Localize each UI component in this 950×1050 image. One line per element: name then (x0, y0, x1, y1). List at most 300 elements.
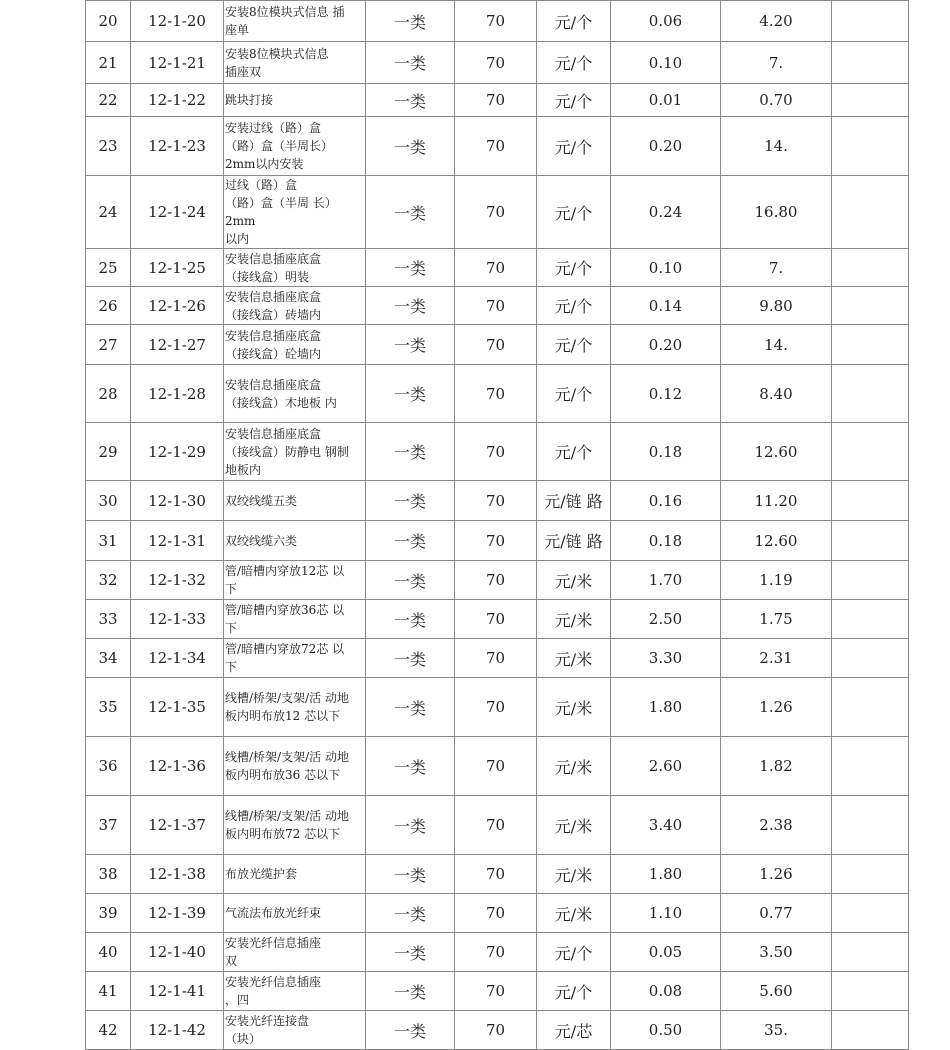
item-remark-cell (832, 894, 909, 933)
item-class: 一类 (393, 203, 426, 223)
item-rate-cell (455, 894, 537, 933)
item-unit-cell (537, 176, 611, 249)
item-name: 安装信息插座底盒 （接线盒）明装 (225, 251, 322, 284)
item-rate-cell (455, 521, 537, 561)
item-code: 12-1-24 (148, 203, 206, 221)
row-number-cell (86, 600, 131, 639)
item-class-cell (366, 796, 455, 855)
row-number-cell (86, 639, 131, 678)
item-amount-cell (721, 117, 832, 176)
item-name-cell (224, 84, 366, 117)
item-quantity: 0.18 (648, 442, 683, 461)
item-amount: 9.80 (759, 296, 793, 315)
item-name: 安装光纤连接盘 （块） (225, 1014, 310, 1046)
item-rate-cell (455, 600, 537, 639)
item-code: 12-1-26 (148, 296, 206, 315)
row-number-cell (86, 561, 131, 600)
item-amount-cell (721, 325, 832, 365)
item-amount-cell (721, 796, 832, 855)
item-class: 一类 (393, 137, 426, 157)
item-unit-cell (537, 249, 611, 287)
row-number-cell (86, 287, 131, 325)
item-remark-cell (832, 423, 909, 481)
row-number: 41 (98, 982, 118, 1000)
item-code-cell (131, 176, 224, 249)
item-rate: 70 (485, 442, 506, 461)
item-class-cell (366, 365, 455, 423)
table-row (86, 561, 909, 600)
item-name: 线槽/桥架/支架/活 动地 板内明布放12 芯以下 (225, 691, 349, 723)
item-quantity: 0.08 (648, 982, 683, 1000)
item-class-cell (366, 287, 455, 325)
row-number-cell (86, 521, 131, 561)
item-rate: 70 (485, 943, 506, 961)
item-name-cell (224, 972, 366, 1011)
item-class-cell (366, 481, 455, 521)
item-name: 安装信息插座底盒 （接线盒）防静电 钢制 地板内 (225, 426, 349, 477)
item-rate: 70 (485, 904, 506, 922)
item-name-cell (224, 249, 366, 287)
item-name-cell (224, 1, 366, 42)
row-number: 32 (98, 571, 118, 589)
item-rate-cell (455, 249, 537, 287)
item-amount: 14. (764, 137, 788, 155)
item-code-cell (131, 639, 224, 678)
row-number-cell (86, 84, 131, 117)
item-amount-cell (721, 1, 832, 42)
item-code: 12-1-32 (148, 571, 206, 589)
item-code: 12-1-31 (148, 531, 206, 550)
item-quantity-cell (611, 1, 721, 42)
row-number-cell (86, 894, 131, 933)
row-number: 37 (98, 816, 118, 834)
row-number-cell (86, 796, 131, 855)
item-name: 管/暗槽内穿放72芯 以 下 (225, 642, 345, 674)
item-amount-cell (721, 521, 832, 561)
item-unit: 元/个 (554, 91, 593, 111)
item-class-cell (366, 521, 455, 561)
row-number-cell (86, 1, 131, 42)
item-rate-cell (455, 423, 537, 481)
table-row (86, 423, 909, 481)
item-class: 一类 (393, 816, 426, 836)
item-unit: 元/个 (554, 203, 593, 223)
row-number: 36 (98, 757, 118, 775)
item-code: 12-1-29 (148, 442, 206, 461)
item-name-cell (224, 639, 366, 678)
item-class-cell (366, 600, 455, 639)
item-rate: 70 (485, 384, 506, 403)
item-unit: 元/链 路 (544, 492, 603, 511)
item-code: 12-1-37 (148, 816, 206, 834)
table-row (86, 521, 909, 561)
item-amount: 7. (768, 53, 784, 72)
item-amount-cell (721, 481, 832, 521)
item-amount: 7. (768, 258, 784, 277)
table-body (86, 1, 909, 1050)
item-code-cell (131, 855, 224, 894)
table-row (86, 678, 909, 737)
item-rate-cell (455, 481, 537, 521)
item-rate-cell (455, 325, 537, 365)
item-remark-cell (832, 737, 909, 796)
item-quantity: 1.10 (648, 904, 683, 922)
item-unit-cell (537, 287, 611, 325)
item-code: 12-1-40 (148, 943, 206, 961)
item-class-cell (366, 972, 455, 1011)
item-code-cell (131, 600, 224, 639)
row-number: 29 (98, 442, 118, 461)
item-unit-cell (537, 796, 611, 855)
item-amount: 16.80 (754, 203, 798, 221)
item-unit-cell (537, 481, 611, 521)
item-quantity: 3.40 (648, 816, 683, 834)
row-number: 38 (98, 865, 118, 883)
item-remark-cell (832, 639, 909, 678)
item-class-cell (366, 561, 455, 600)
item-code: 12-1-28 (148, 384, 206, 403)
item-quantity: 0.20 (648, 137, 683, 155)
item-class: 一类 (393, 259, 426, 278)
item-name-cell (224, 521, 366, 561)
item-amount: 2.38 (759, 816, 793, 834)
item-quantity-cell (611, 678, 721, 737)
item-code-cell (131, 42, 224, 84)
item-amount-cell (721, 1011, 832, 1050)
item-remark-cell (832, 287, 909, 325)
item-quantity-cell (611, 42, 721, 84)
item-code-cell (131, 249, 224, 287)
item-amount-cell (721, 972, 832, 1011)
item-name-cell (224, 42, 366, 84)
item-code: 12-1-25 (148, 258, 206, 277)
item-unit-cell (537, 972, 611, 1011)
item-quantity: 1.80 (648, 698, 683, 716)
row-number-cell (86, 933, 131, 972)
item-unit-cell (537, 933, 611, 972)
row-number: 22 (98, 91, 118, 109)
item-unit: 元/个 (554, 443, 593, 462)
item-rate-cell (455, 639, 537, 678)
item-code-cell (131, 894, 224, 933)
item-code: 12-1-22 (148, 91, 206, 109)
item-rate-cell (455, 84, 537, 117)
item-quantity-cell (611, 796, 721, 855)
item-class: 一类 (393, 904, 426, 924)
item-code: 12-1-21 (148, 53, 206, 72)
table-row (86, 933, 909, 972)
item-remark-cell (832, 972, 909, 1011)
item-amount-cell (721, 176, 832, 249)
item-code-cell (131, 796, 224, 855)
table-row (86, 796, 909, 855)
row-number-cell (86, 737, 131, 796)
item-class-cell (366, 117, 455, 176)
item-quantity: 3.30 (648, 649, 683, 667)
item-class: 一类 (393, 12, 426, 32)
item-rate: 70 (485, 649, 506, 667)
item-amount-cell (721, 639, 832, 678)
item-remark-cell (832, 561, 909, 600)
item-name-cell (224, 117, 366, 176)
item-remark-cell (832, 855, 909, 894)
item-code: 12-1-38 (148, 865, 206, 883)
item-class: 一类 (393, 91, 426, 111)
item-name-cell (224, 933, 366, 972)
item-class-cell (366, 325, 455, 365)
row-number-cell (86, 972, 131, 1011)
item-amount-cell (721, 423, 832, 481)
item-amount-cell (721, 249, 832, 287)
item-code-cell (131, 737, 224, 796)
item-name-cell (224, 600, 366, 639)
row-number: 33 (98, 610, 118, 628)
item-rate: 70 (485, 491, 506, 510)
item-quantity-cell (611, 521, 721, 561)
item-amount-cell (721, 855, 832, 894)
item-remark-cell (832, 796, 909, 855)
item-unit-cell (537, 117, 611, 176)
item-code-cell (131, 1, 224, 42)
item-code-cell (131, 972, 224, 1011)
item-name: 安装光纤信息插座 ，四 (225, 975, 322, 1007)
item-quantity: 0.20 (648, 335, 683, 354)
item-unit: 元/个 (554, 259, 593, 278)
item-quantity-cell (611, 287, 721, 325)
item-quantity: 0.16 (648, 491, 683, 510)
item-unit-cell (537, 365, 611, 423)
table-row (86, 639, 909, 678)
item-amount: 2.31 (759, 649, 793, 667)
item-name: 安装8位模块式信息 插 座单 (225, 5, 345, 37)
item-code: 12-1-33 (148, 610, 206, 628)
row-number-cell (86, 176, 131, 249)
item-quantity: 0.18 (648, 531, 683, 550)
item-class: 一类 (393, 571, 426, 591)
table-row (86, 481, 909, 521)
item-quantity-cell (611, 84, 721, 117)
item-rate-cell (455, 737, 537, 796)
item-name: 线槽/桥架/支架/活 动地 板内明布放72 芯以下 (225, 809, 349, 841)
item-class: 一类 (393, 443, 426, 462)
item-rate: 70 (485, 203, 506, 221)
item-class: 一类 (393, 865, 426, 885)
item-class-cell (366, 855, 455, 894)
item-unit-cell (537, 521, 611, 561)
item-rate: 70 (485, 137, 506, 155)
item-amount-cell (721, 933, 832, 972)
row-number: 20 (98, 12, 118, 30)
item-rate-cell (455, 972, 537, 1011)
item-amount: 11.20 (754, 491, 798, 510)
item-unit: 元/链 路 (544, 532, 603, 551)
item-class-cell (366, 933, 455, 972)
item-quantity: 0.12 (648, 384, 683, 403)
item-rate-cell (455, 1011, 537, 1050)
item-class: 一类 (393, 943, 426, 963)
item-name-cell (224, 325, 366, 365)
item-code: 12-1-39 (148, 904, 206, 922)
item-unit-cell (537, 600, 611, 639)
item-unit-cell (537, 855, 611, 894)
item-amount-cell (721, 287, 832, 325)
row-number: 25 (98, 258, 118, 277)
item-class-cell (366, 42, 455, 84)
item-amount: 1.26 (759, 698, 793, 716)
item-amount-cell (721, 600, 832, 639)
item-code: 12-1-20 (148, 12, 206, 30)
item-unit-cell (537, 639, 611, 678)
item-rate: 70 (485, 258, 506, 277)
item-unit: 元/米 (554, 816, 593, 836)
item-name-cell (224, 176, 366, 249)
item-quantity-cell (611, 325, 721, 365)
row-number-cell (86, 855, 131, 894)
table-row (86, 894, 909, 933)
row-number: 21 (98, 53, 118, 72)
table-row (86, 176, 909, 249)
row-number: 23 (98, 137, 118, 155)
item-amount: 14. (764, 335, 788, 354)
item-remark-cell (832, 481, 909, 521)
item-quantity-cell (611, 481, 721, 521)
item-name: 过线（路）盒 （路）盒（半周 长）2mm 以内 (225, 178, 337, 246)
row-number: 26 (98, 296, 118, 315)
item-quantity-cell (611, 365, 721, 423)
item-amount: 5.60 (759, 982, 793, 1000)
item-name: 安装信息插座底盒 （接线盒）砼墙内 (225, 328, 322, 361)
item-name: 安装过线（路）盒 （路）盒（半周长） 2mm以内安装 (225, 121, 334, 171)
item-rate: 70 (485, 12, 506, 30)
item-class: 一类 (393, 757, 426, 777)
item-rate-cell (455, 933, 537, 972)
item-unit-cell (537, 1, 611, 42)
item-quantity: 0.01 (648, 91, 683, 109)
row-number: 34 (98, 649, 118, 667)
table-row (86, 600, 909, 639)
item-quantity-cell (611, 855, 721, 894)
item-name-cell (224, 894, 366, 933)
item-quantity: 0.50 (648, 1021, 683, 1039)
item-unit-cell (537, 423, 611, 481)
item-unit: 元/米 (554, 698, 593, 718)
item-quantity: 0.14 (648, 296, 683, 315)
table-row (86, 84, 909, 117)
item-amount: 0.70 (759, 91, 793, 109)
item-code-cell (131, 325, 224, 365)
item-quantity-cell (611, 639, 721, 678)
item-code: 12-1-36 (148, 757, 206, 775)
row-number: 31 (98, 531, 118, 550)
item-unit: 元/个 (554, 297, 593, 316)
item-name-cell (224, 481, 366, 521)
item-amount: 1.19 (759, 571, 793, 589)
item-code-cell (131, 117, 224, 176)
table-row (86, 365, 909, 423)
row-number-cell (86, 678, 131, 737)
item-name-cell (224, 737, 366, 796)
item-quantity-cell (611, 1011, 721, 1050)
table-row (86, 117, 909, 176)
item-class-cell (366, 639, 455, 678)
item-name-cell (224, 561, 366, 600)
item-rate-cell (455, 855, 537, 894)
item-unit: 元/米 (554, 904, 593, 924)
row-number-cell (86, 1011, 131, 1050)
item-unit-cell (537, 561, 611, 600)
table-row (86, 1011, 909, 1050)
item-class: 一类 (393, 1021, 426, 1041)
item-code-cell (131, 561, 224, 600)
item-amount: 0.77 (759, 904, 793, 922)
item-amount: 4.20 (759, 12, 793, 30)
item-rate: 70 (485, 1021, 506, 1039)
item-quantity: 0.24 (648, 203, 683, 221)
item-quantity-cell (611, 894, 721, 933)
table-row (86, 972, 909, 1011)
item-amount-cell (721, 561, 832, 600)
item-amount-cell (721, 737, 832, 796)
item-quantity-cell (611, 249, 721, 287)
item-rate-cell (455, 365, 537, 423)
table-row (86, 249, 909, 287)
item-amount-cell (721, 365, 832, 423)
item-rate: 70 (485, 91, 506, 109)
item-quantity: 0.05 (648, 943, 683, 961)
item-rate: 70 (485, 571, 506, 589)
row-number: 28 (98, 384, 118, 403)
item-class: 一类 (393, 385, 426, 404)
item-quantity: 0.10 (648, 53, 683, 72)
item-unit: 元/米 (554, 649, 593, 669)
item-amount: 3.50 (759, 943, 793, 961)
item-amount: 12.60 (754, 442, 798, 461)
item-class-cell (366, 737, 455, 796)
item-class: 一类 (393, 610, 426, 630)
item-amount-cell (721, 42, 832, 84)
item-code-cell (131, 287, 224, 325)
row-number-cell (86, 481, 131, 521)
row-number: 27 (98, 335, 118, 354)
item-name-cell (224, 365, 366, 423)
item-quantity-cell (611, 117, 721, 176)
row-number-cell (86, 249, 131, 287)
item-unit-cell (537, 1011, 611, 1050)
item-code-cell (131, 423, 224, 481)
row-number: 24 (98, 203, 118, 221)
item-class: 一类 (393, 532, 426, 551)
item-class-cell (366, 1011, 455, 1050)
item-rate: 70 (485, 698, 506, 716)
item-quantity-cell (611, 737, 721, 796)
item-quantity-cell (611, 600, 721, 639)
item-amount: 35. (764, 1021, 788, 1039)
item-rate-cell (455, 796, 537, 855)
item-code-cell (131, 933, 224, 972)
table-row (86, 325, 909, 365)
row-number: 35 (98, 698, 118, 716)
item-remark-cell (832, 678, 909, 737)
item-rate: 70 (485, 816, 506, 834)
item-name: 双绞线缆六类 (225, 533, 298, 548)
item-code-cell (131, 84, 224, 117)
item-amount: 12.60 (754, 531, 798, 550)
item-code-cell (131, 521, 224, 561)
item-amount: 1.75 (759, 610, 793, 628)
row-number-cell (86, 325, 131, 365)
item-rate-cell (455, 1, 537, 42)
item-rate: 70 (485, 335, 506, 354)
